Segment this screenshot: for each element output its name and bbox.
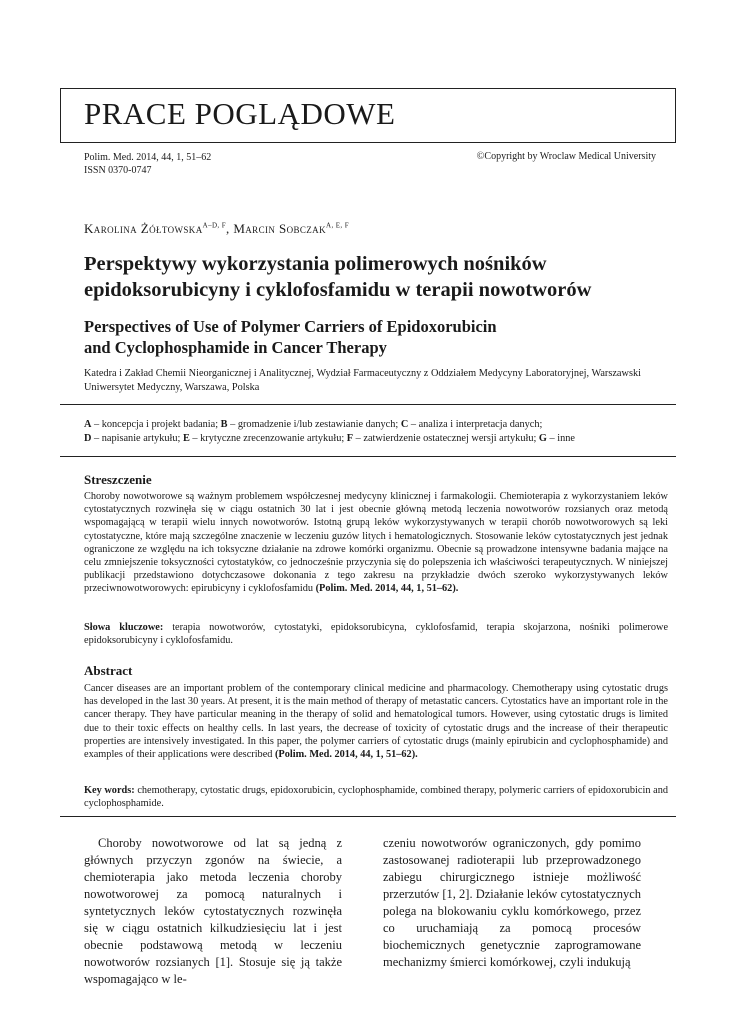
contribution-key: D	[84, 433, 92, 444]
keywords-label: Słowa kluczowe:	[84, 622, 164, 633]
contribution-text: – napisanie artykułu;	[91, 433, 183, 444]
keywords-text: chemotherapy, cytostatic drugs, epidoxorubicin, cyclophosphamide, combined therapy, polymeric carriers of epidoxorubicin and cyclophosphamide.	[84, 785, 668, 810]
title-en-line: and Cyclophosphamide in Cancer Therapy	[84, 338, 387, 357]
slowa-kluczowe	[84, 621, 668, 647]
contribution-key: B	[220, 419, 228, 430]
streszczenie-heading: Streszczenie	[84, 472, 152, 487]
streszczenie-body	[84, 490, 668, 596]
contribution-text: – zatwierdzenie ostatecznej wersji artykułu;	[353, 433, 539, 444]
divider	[60, 404, 676, 405]
copyright: ©Copyright by Wroclaw Medical University	[476, 151, 656, 162]
body-column-right: czeniu nowotworów ograniczonych, gdy pomimo zastosowanej radioterapii lub przeprowadzonego zabiegu chirurgicznego istnieje możliwość przerzutów [1, 2]. Działanie leków cytostatycznych polega na blokowaniu cyklu komórkowego, przez co uruchamiają za pomocą procesów biochemicznych genetycznie zaprogramowane mechanizmy śmierci komórkowej, czyli indukują	[383, 836, 641, 969]
citation-block	[84, 151, 211, 177]
contribution-text: – koncepcja i projekt badania;	[91, 419, 221, 430]
contribution-text: – krytyczne zrecenzowanie artykułu;	[189, 433, 347, 444]
contribution-key: G	[538, 433, 547, 444]
journal-citation: Polim. Med. 2014, 44, 1, 51–62	[84, 152, 212, 163]
streszczenie-text: Choroby nowotworowe są ważnym problemem współczesnej medycyny klinicznej i farmakologii. Chemioterapia z wykorzystaniem leków cytostatycznych rozwinęła się w ciągu ostatnich 30 lat i jest obecnie główną metodą leczenia nowotworów rozsianych oraz metodą wspomagającą w terapii wielu innych nowotworów. Istotną grupą leków wykorzystywanych w terapii chorób nowotworowych są leki cytostatyczne, które mają szczególne znaczenie w leczeniu guzów litych i hematologicznych. Stosowanie leków cytostatycznych jest jednak ograniczone ze względu na ich toksyczne działanie na zdrowe komórki organizmu. Obecnie są prowadzone intensywne badania mające na celu zmniejszenie toksyczności cytostatyków, co jednocześnie przyczynia się do polepszenia ich właściwości terapeutycznych. W niniejszej publikacji przedstawiono dotychczasowe dokonania z tego zakresu na przykładzie dwóch szeroko wykorzystywanych leków przeciwnowotworowych: epirubicyny i cyklofosfamidu	[84, 491, 668, 595]
keywords-label: Key words:	[84, 785, 135, 796]
abstract-body	[84, 682, 668, 761]
title-en-line: Perspectives of Use of Polymer Carriers of Epidoxorubicin	[84, 317, 497, 336]
section-title: PRACE POGLĄDOWE	[84, 96, 396, 131]
contribution-legend	[84, 418, 674, 446]
divider	[60, 816, 676, 817]
contribution-text: – inne	[546, 433, 575, 444]
author-separator: ,	[226, 221, 234, 236]
abstract-heading: Abstract	[84, 663, 133, 678]
authors	[84, 221, 349, 237]
article-title-polish: Perspektywy wykorzystania polimerowych nośników epidoksorubicyny i cyklofosfamidu w terapii nowotworów	[84, 253, 592, 301]
key-words	[84, 784, 668, 810]
divider	[60, 456, 676, 457]
author-name: Marcin Sobczak	[233, 221, 326, 236]
abstract-text: Cancer diseases are an important problem of the contemporary clinical medicine and pharmacology. Chemotherapy using cytostatic drugs has developed in the last 30 years. At present, it is the main method of therapy of metastatic cancers. Cytostatics have an important role in the cancer therapy. They have particular meaning in the therapy of solid and hematological tumors. However, using cytostatic drugs is limited due to their toxic effects on healthy cells. In last years, the decrease of toxicity of cytostatic drugs and the increase of their therapeutic properties are intensively investigated. In this paper, the polymer carriers of cytostatic drugs (mainly epirubicin and cyclophosphamide) and examples of their applications were described	[84, 683, 668, 761]
contribution-text: – gromadzenie i/lub zestawianie danych;	[227, 419, 401, 430]
author-contribution: A, E, F	[325, 221, 350, 230]
abstract-citation: (Polim. Med. 2014, 44, 1, 51–62).	[275, 749, 418, 761]
keywords-text: terapia nowotworów, cytostatyki, epidoksorubicyna, cyklofosfamid, terapia skojarzona, nośniki polimerowe epidoksorubicyny i cyklofosfamidu.	[84, 622, 669, 647]
issn: ISSN 0370-0747	[84, 165, 152, 176]
contribution-key: A	[84, 419, 92, 430]
contribution-key: E	[182, 433, 190, 444]
contribution-key: F	[346, 433, 354, 444]
streszczenie-citation: (Polim. Med. 2014, 44, 1, 51–62).	[315, 583, 459, 595]
contribution-key: C	[400, 419, 409, 430]
affiliation: Katedra i Zakład Chemii Nieorganicznej i Analitycznej, Wydział Farmaceutyczny z Oddziałem Medycyny Laboratoryjnej, Warszawski Uniwersytet Medyczny, Warszawa, Polska	[84, 368, 641, 393]
body-column-left: Choroby nowotworowe od lat są jedną z głównych przyczyn zgonów na świecie, a chemioterapia jako metoda leczenia choroby nowotworowej za pomocą naturalnych i syntetycznych leków cytostatycznych rozwinęła się w ciągu ostatnich kilkudziesięciu lat i jest obecnie podstawową metodą w leczeniu nowotworów rozsianych [1]. Stosuje się ją także wspomagająco w le-	[84, 836, 342, 986]
contribution-text: – analiza i interpretacja danych;	[408, 419, 543, 430]
author-name: Karolina Żółtowska	[84, 221, 203, 236]
article-title-english	[84, 316, 684, 358]
author-contribution: A–D, F	[202, 221, 227, 230]
